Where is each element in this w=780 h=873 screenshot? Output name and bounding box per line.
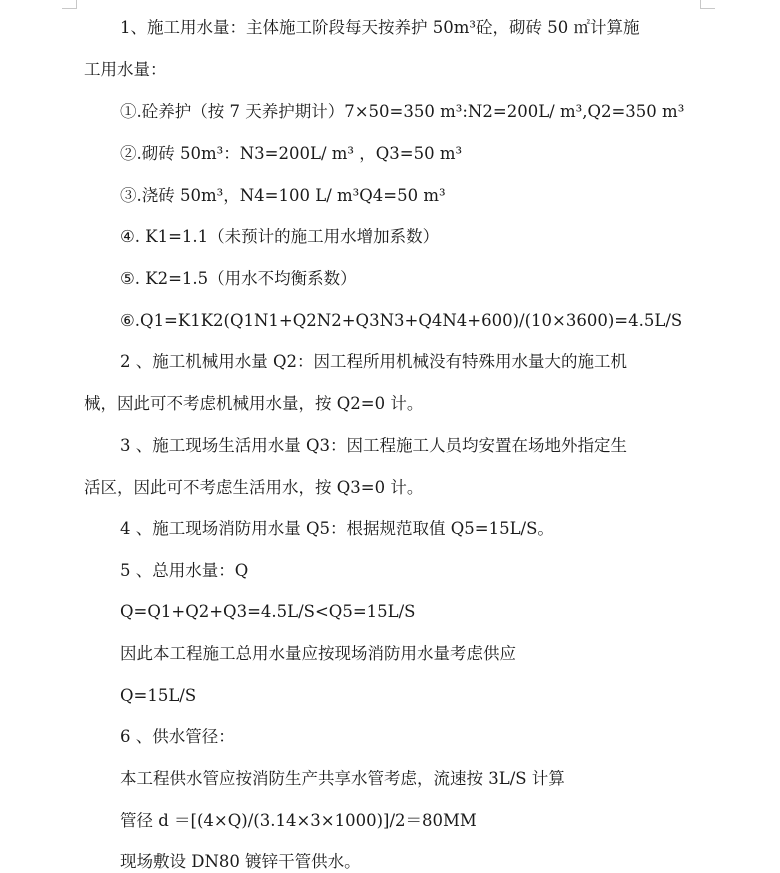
text-line: Q=15L/S <box>120 686 197 705</box>
text-line: 4 、施工现场消防用水量 Q5：根据规范取值 Q5=15L/S。 <box>120 519 554 538</box>
text-line: 现场敷设 DN80 镀锌干管供水。 <box>120 852 361 871</box>
text-line: 2 、施工机械用水量 Q2：因工程所用机械没有特殊用水量大的施工机 <box>120 352 628 371</box>
text-line: 1、施工用水量：主体施工阶段每天按养护 50m³砼，砌砖 50 ㎡计算施 <box>120 18 640 37</box>
text-line: Q=Q1+Q2+Q3=4.5L/S<Q5=15L/S <box>120 602 416 621</box>
text-line: 管径 d ＝[(4×Q)/(3.14×3×1000)]/2＝80MM <box>120 811 477 830</box>
text-line: ①.砼养护（按 7 天养护期计）7×50=350 m³:N2=200L/ m³,Q2=350 m³ <box>120 102 685 121</box>
text-line: 3 、施工现场生活用水量 Q3：因工程施工人员均安置在场地外指定生 <box>120 436 628 455</box>
text-line: 本工程供水管应按消防生产共享水管考虑，流速按 3L/S 计算 <box>120 769 565 788</box>
text-line: ⑤. K2=1.5（用水不均衡系数） <box>120 269 357 288</box>
text-line: 5 、总用水量：Q <box>120 561 249 580</box>
text-line: 6 、供水管径： <box>120 727 235 746</box>
text-line: 活区，因此可不考虑生活用水，按 Q3=0 计。 <box>84 478 424 497</box>
text-line: 工用水量： <box>84 60 167 79</box>
crop-mark-left <box>62 0 77 9</box>
text-line: ④. K1=1.1（未预计的施工用水增加系数） <box>120 227 440 246</box>
crop-mark-right <box>700 0 715 9</box>
text-line: ③.浇砖 50m³，N4=100 L/ m³Q4=50 m³ <box>120 186 446 205</box>
text-line: 因此本工程施工总用水量应按现场消防用水量考虑供应 <box>120 644 516 663</box>
text-line: ②.砌砖 50m³：N3=200L/ m³ ，Q3=50 m³ <box>120 144 463 163</box>
text-line: ⑥.Q1=K1K2(Q1N1+Q2N2+Q3N3+Q4N4+600)/(10×3600)=4.5L/S <box>120 311 683 330</box>
text-line: 械，因此可不考虑机械用水量，按 Q2=0 计。 <box>84 394 424 413</box>
